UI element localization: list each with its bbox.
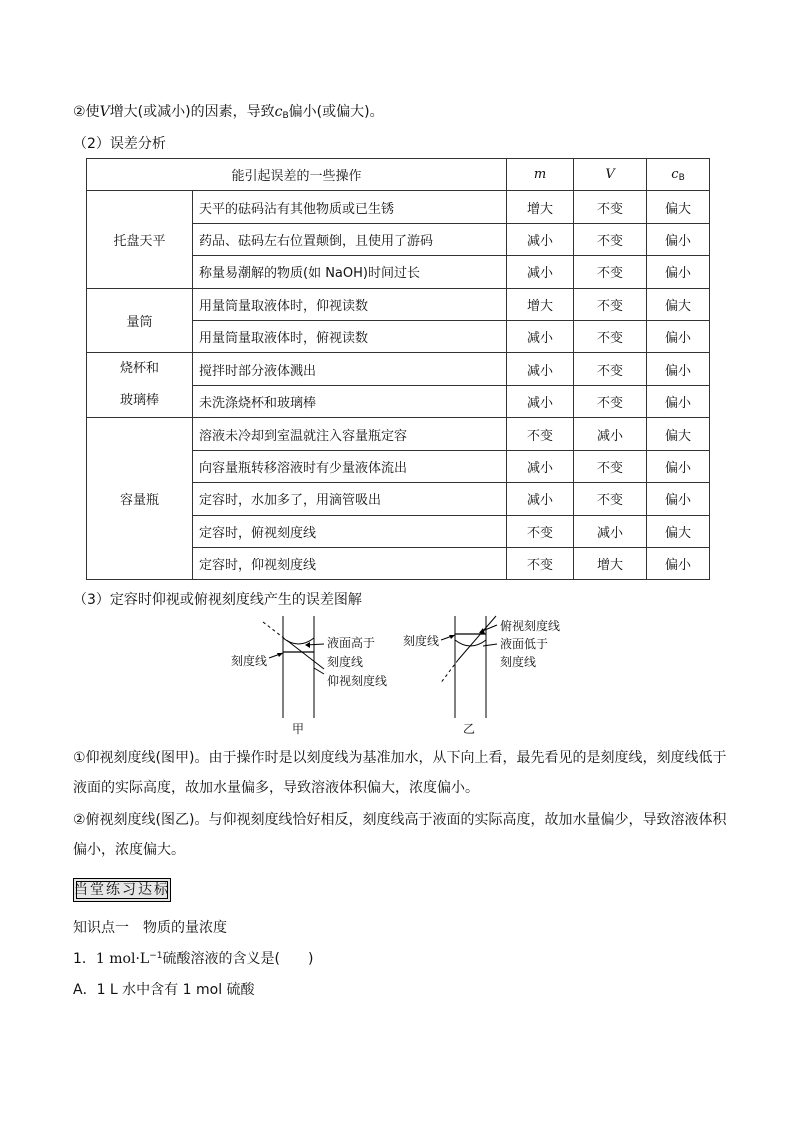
category-label: 容量瓶 — [119, 493, 159, 509]
c-cell: 偏大 — [647, 288, 710, 320]
question-unit-sup: −1 — [149, 951, 163, 961]
v-cell: 不变 — [574, 191, 647, 223]
table-header-row — [87, 159, 710, 191]
operation-cell: 用量筒量取液体时，仰视读数 — [193, 288, 507, 320]
var-c: c — [274, 104, 283, 120]
section2-heading: （2）误差分析 — [73, 136, 166, 152]
m-cell: 增大 — [507, 191, 574, 223]
m-cell: 减小 — [507, 320, 574, 352]
operation-cell: 向容量瓶转移溶液时有少量液体流出 — [193, 450, 507, 482]
sight-line — [289, 642, 324, 669]
operation-cell: 搅拌时部分液体溅出 — [193, 353, 507, 386]
c-cell: 偏小 — [647, 547, 710, 579]
v-cell: 不变 — [574, 288, 647, 320]
category-label: 托盘天平 — [113, 233, 166, 249]
v-cell: 不变 — [574, 320, 647, 352]
intro-middle: 增大(或减小)的因素，导致 — [109, 104, 275, 120]
operation-cell: 未洗涤烧杯和玻璃棒 — [193, 385, 507, 418]
c-cell: 偏小 — [647, 256, 710, 288]
meniscus-figure — [0, 608, 794, 748]
operation-cell: 药品、砝码左右位置颠倒，且使用了游码 — [193, 223, 507, 255]
right-scale-label: 刻度线 — [403, 634, 440, 648]
intro-prefix: ②使 — [73, 104, 100, 120]
header-c-var: c — [671, 166, 679, 182]
left-note-line-2: 刻度线 — [327, 655, 364, 669]
operation-cell: 定容时，俯视刻度线 — [193, 515, 507, 547]
v-cell: 不变 — [574, 450, 647, 482]
intro-line — [73, 101, 384, 121]
v-cell: 减小 — [574, 418, 647, 450]
question-number: 1． — [73, 951, 96, 967]
question-stem: 硫酸溶液的含义是( ) — [162, 951, 314, 967]
c-cell: 偏大 — [647, 418, 710, 450]
figure-right — [440, 616, 497, 718]
sight-line — [458, 616, 496, 660]
c-cell: 偏小 — [647, 320, 710, 352]
m-cell: 不变 — [507, 418, 574, 450]
c-cell: 偏小 — [647, 385, 710, 418]
intro-suffix: 偏小(或偏大)。 — [288, 104, 384, 120]
explanation-1: ①仰视刻度线(图甲)。由于操作时是以刻度线为基准加水，从下向上看，最先看见的是刻度线，刻度线低于液面的实际高度，故加水量偏多，导致溶液体积偏大，浓度偏小。 — [73, 750, 727, 796]
m-cell: 减小 — [507, 353, 574, 386]
header-c-sub: B — [678, 172, 685, 183]
pointer-note-2 — [314, 668, 324, 674]
practice-heading-box: 当堂练习达标 — [73, 878, 171, 902]
table-row — [87, 353, 710, 386]
left-note-line-3: 仰视刻度线 — [327, 674, 388, 688]
operation-cell: 定容时，仰视刻度线 — [193, 547, 507, 579]
figure-left — [263, 616, 324, 718]
right-note-line-3: 刻度线 — [500, 655, 537, 669]
operation-cell: 用量筒量取液体时，俯视读数 — [193, 320, 507, 352]
v-cell: 不变 — [574, 256, 647, 288]
v-cell: 减小 — [574, 515, 647, 547]
v-cell: 不变 — [574, 483, 647, 515]
var-c-sub: B — [282, 111, 289, 121]
operation-cell: 溶液未冷却到室温就注入容量瓶定容 — [193, 418, 507, 450]
pointer-note-arrow-1 — [479, 628, 485, 634]
explanation-2: ②俯视刻度线(图乙)。与仰视刻度线恰好相反，刻度线高于液面的实际高度，故加水量偏少，导致溶液体积偏小，浓度偏大。 — [73, 812, 727, 858]
left-scale-label: 刻度线 — [231, 654, 268, 668]
v-cell: 不变 — [574, 223, 647, 255]
category-cell — [87, 418, 193, 580]
m-cell: 减小 — [507, 450, 574, 482]
c-cell: 偏小 — [647, 450, 710, 482]
v-cell: 不变 — [574, 385, 647, 418]
error-analysis-table — [86, 158, 710, 580]
right-caption: 乙 — [463, 722, 476, 736]
m-cell: 增大 — [507, 288, 574, 320]
right-note-line-2: 液面低于 — [500, 637, 549, 651]
var-v: V — [99, 104, 110, 120]
category-label: 玻璃棒 — [119, 393, 159, 409]
left-caption: 甲 — [292, 722, 305, 736]
c-cell: 偏大 — [647, 191, 710, 223]
header-v: V — [574, 159, 647, 191]
header-m: m — [507, 159, 574, 191]
v-cell: 不变 — [574, 353, 647, 386]
m-cell: 减小 — [507, 385, 574, 418]
right-note-line-1: 俯视刻度线 — [500, 619, 561, 633]
operation-cell: 定容时，水加多了，用滴管吸出 — [193, 483, 507, 515]
c-cell: 偏大 — [647, 515, 710, 547]
question-unit: 1 mol·L — [95, 951, 150, 967]
operation-cell: 称量易潮解的物质(如 NaOH)时间过长 — [193, 256, 507, 288]
m-cell: 减小 — [507, 223, 574, 255]
category-label: 量筒 — [126, 314, 153, 330]
category-cell — [87, 288, 193, 353]
operation-cell: 天平的砝码沾有其他物质或已生锈 — [193, 191, 507, 223]
c-cell: 偏小 — [647, 223, 710, 255]
category-label: 烧杯和 — [119, 361, 159, 377]
table-row — [87, 288, 710, 320]
left-note-line-1: 液面高于 — [327, 636, 376, 650]
knowledge-point-heading: 知识点一 物质的量浓度 — [73, 920, 227, 936]
table-row — [87, 191, 710, 223]
m-cell: 不变 — [507, 515, 574, 547]
table-body — [87, 191, 710, 580]
section3-heading: （3）定容时仰视或俯视刻度线产生的误差图解 — [73, 592, 362, 608]
m-cell: 减小 — [507, 256, 574, 288]
category-cell — [87, 191, 193, 288]
c-cell: 偏小 — [647, 483, 710, 515]
question-1 — [73, 948, 313, 968]
header-c — [647, 159, 710, 191]
header-operation: 能引起误差的一些操作 — [87, 159, 507, 191]
v-cell: 增大 — [574, 547, 647, 579]
pointer-note-2 — [483, 644, 497, 646]
m-cell: 不变 — [507, 547, 574, 579]
c-cell: 偏小 — [647, 353, 710, 386]
category-cell — [87, 353, 193, 418]
option-a: A．1 L 水中含有 1 mol 硫酸 — [73, 982, 255, 998]
table-row — [87, 418, 710, 450]
m-cell: 减小 — [507, 483, 574, 515]
